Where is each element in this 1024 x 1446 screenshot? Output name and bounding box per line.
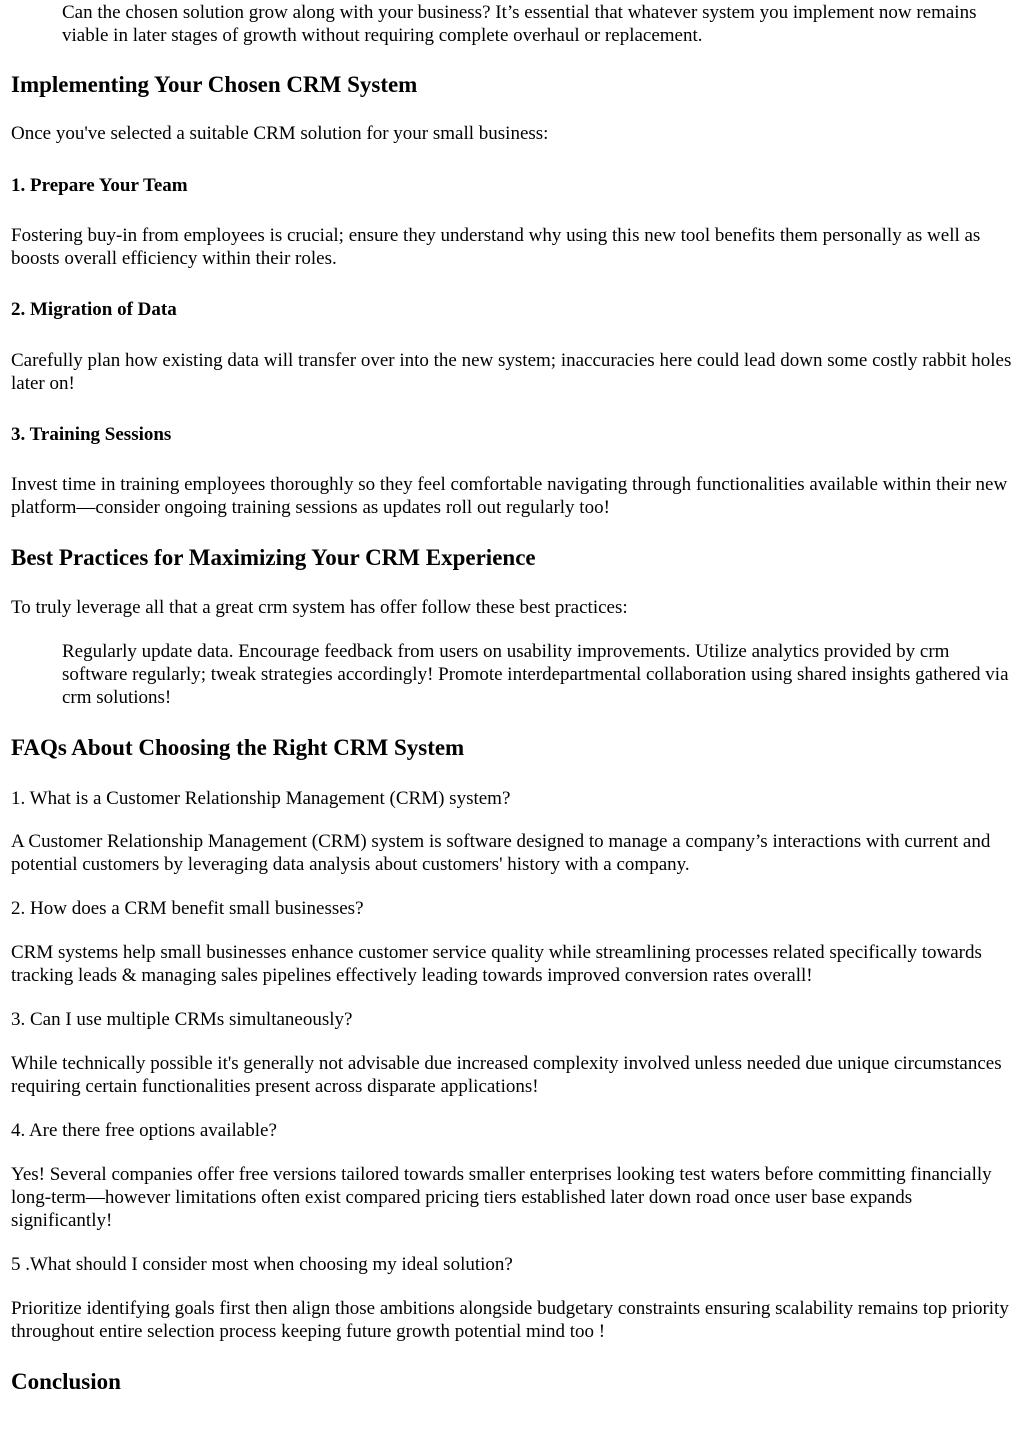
step-title-prepare-team: 1. Prepare Your Team [11, 175, 188, 196]
faq-answer: CRM systems help small businesses enhance customer service quality while streamlining processes related specifically towards tracking leads & managing sales pipelines effectively leading towards improved conversion rates overall! [11, 942, 982, 986]
faq-question: 5 .What should I consider most when choosing my ideal solution? [11, 1254, 513, 1275]
section-heading-implementing: Implementing Your Chosen CRM System [11, 72, 418, 97]
step-body-migration: Carefully plan how existing data will transfer over into the new system; inaccuracies here could lead down some costly rabbit holes later on! [11, 350, 1012, 394]
section-heading-best-practices: Best Practices for Maximizing Your CRM Experience [11, 545, 536, 570]
best-practices-lead: To truly leverage all that a great crm system has offer follow these best practices: [11, 597, 628, 618]
faq-question: 4. Are there free options available? [11, 1120, 277, 1141]
section-heading-conclusion: Conclusion [11, 1369, 121, 1394]
step-body-training: Invest time in training employees thoroughly so they feel comfortable navigating through functionalities available within their new platform—consider ongoing training sessions as updates roll out regularly too! [11, 474, 1008, 518]
intro-quote: Can the chosen solution grow along with your business? It’s essential that whatever system you implement now remains viable in later stages of growth without requiring complete overhaul or replacement. [62, 2, 977, 46]
faq-answer: Yes! Several companies offer free versions tailored towards smaller enterprises looking test waters before committing financially long-term—however limitations often exist compared pricing tiers established later down road once user base expands significantly! [11, 1164, 992, 1231]
best-practices-quote: Regularly update data. Encourage feedback from users on usability improvements. Utilize analytics provided by crm software regularly; tweak strategies accordingly! Promote interdepartmental collaboration using shared insights gathered via crm solutions! [62, 641, 1009, 708]
implementing-lead: Once you've selected a suitable CRM solution for your small business: [11, 123, 549, 144]
step-title-training: 3. Training Sessions [11, 424, 172, 445]
step-title-migration: 2. Migration of Data [11, 299, 177, 320]
faq-question: 3. Can I use multiple CRMs simultaneously? [11, 1009, 353, 1030]
faq-question: 1. What is a Customer Relationship Management (CRM) system? [11, 788, 511, 809]
faq-question: 2. How does a CRM benefit small businesses? [11, 898, 364, 919]
faq-answer: Prioritize identifying goals first then align those ambitions alongside budgetary constraints ensuring scalability remains top priority throughout entire selection process keeping future growth potential mind too ! [11, 1298, 1009, 1342]
faq-answer: While technically possible it's generally not advisable due increased complexity involved unless needed due unique circumstances requiring certain functionalities present across disparate applications! [11, 1053, 1002, 1097]
section-heading-faqs: FAQs About Choosing the Right CRM System [11, 735, 465, 760]
step-body-prepare-team: Fostering buy-in from employees is crucial; ensure they understand why using this new tool benefits them personally as well as boosts overall efficiency within their roles. [11, 225, 981, 269]
faq-answer: A Customer Relationship Management (CRM) system is software designed to manage a company’s interactions with current and potential customers by leveraging data analysis about customers' history with a company. [11, 831, 991, 875]
